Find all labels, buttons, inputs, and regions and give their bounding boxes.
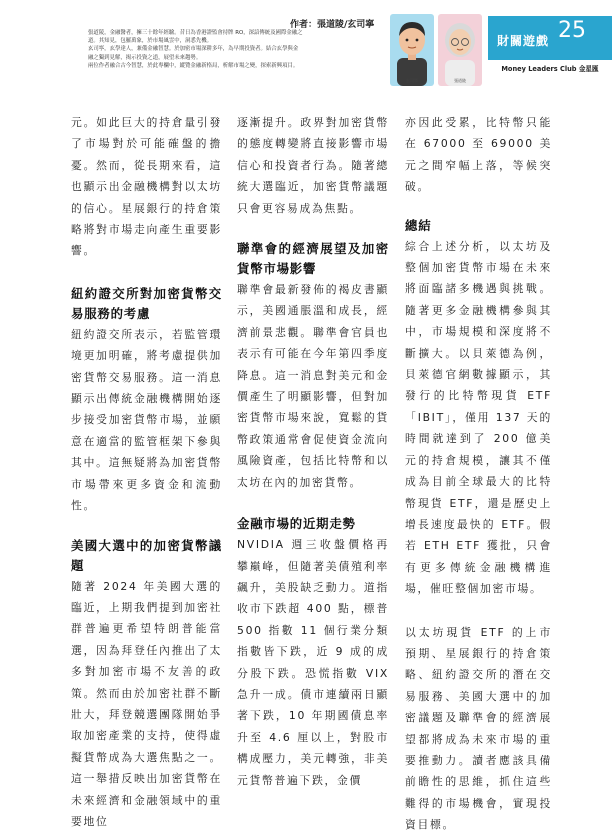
paragraph: 以太坊現貨 ETF 的上市預期、星展銀行的持倉策略、紐約證交所的潛在交易服務、美國大選中的加密議題及聯準會的經濟展望都將成為未來市場的重要推動力。讀者應該具備前瞻性的思維，抓住這些難得的市場機會，實現投資目標。 <box>405 625 552 832</box>
avatar <box>438 14 482 86</box>
paragraph: 紐約證交所表示，若監管環境更加明確，將考慮提供加密貨幣交易服務。這一消息顯示出傳統金融機構開始逐步接受加密貨幣市場，並願意在適當的監管框架下參與其中。這無疑將為加密貨幣市場帶來更多資金和流動性。 <box>71 327 222 513</box>
bio-line: 玄司寧，玄學達人，兼備金融智慧。於加密市場深耕多年，為早期投資者。結合玄學與金 <box>88 46 299 53</box>
author-bios <box>88 29 388 70</box>
section-title: 財關遊戲 <box>497 34 550 48</box>
paragraph: 逐漸提升。政界對加密貨幣的態度轉變將直接影響市場信心和投資者行為。隨著總統大選臨近，加密貨幣議題只會更容易成為焦點。 <box>237 116 389 215</box>
article-column-2 <box>237 112 389 791</box>
avatar-man-icon <box>390 14 434 86</box>
paragraph: 隨著 2024 年美國大選的臨近，上期我們提到加密社群普遍更希望特朗普能當選，因為拜登任內推出了太多對加密市場不友善的政策。然而由於加密社群不斷壯大，拜登競選團隊開始爭取加密產業的支持，使得虛擬貨幣成為大選焦點之一。這一舉措反映出加密貨幣在未來經濟和金融領域中的重要地位 <box>71 579 222 828</box>
author-avatars <box>388 14 488 86</box>
avatar-caption: 張道陵 <box>454 78 466 83</box>
section-heading: 美國大選中的加密貨幣議題 <box>71 537 222 573</box>
avatar-woman-icon <box>438 14 482 86</box>
paragraph: 亦因此受累，比特幣只能在 67000 至 69000 美元之間窄幅上落，等候突破。 <box>405 116 552 194</box>
brand-name: Money Leaders Club 金星匯 <box>501 65 599 73</box>
bio-line: 融之獨到見解，揭示投資之道，展望未來趨勢。 <box>88 54 202 61</box>
paragraph: 聯準會最新發佈的褐皮書顯示，美國通脹溫和成長，經濟前景悲觀。聯準會官員也表示有可能在今年第四季度降息。這一消息對美元和金價產生了明顯影響，但對加密貨幣市場來說，寬鬆的貨幣政策通常會促使資金流向風險資產，包括比特幣和以太坊在內的加密貨幣。 <box>237 283 389 489</box>
article-column-1 <box>71 112 222 832</box>
section-heading: 紐約證交所對加密貨幣交易服務的考慮 <box>71 285 222 321</box>
paragraph: 綜合上述分析，以太坊及整個加密貨幣市場在未來將面臨諸多機遇與挑戰。隨著更多金融機構參與其中，市場規模和深度將不斷擴大。以貝萊德為例，貝萊德官網數據顯示，其發行的比特幣現貨 ETF「IBIT」，僅用 137 天的時間就達到了 200 億美元的持倉規模，讓其不僅成為目前全球最大的比特幣現貨 ETF，還是歷史上增長速度最快的 ETF。假若 ETH ETF 獲批，只會有更多傳統金融機構進場，催旺整個加密市場。 <box>405 239 552 596</box>
section-heading: 金融市場的近期走勢 <box>237 516 356 532</box>
bio-line: 道。其知見，包羅萬象，於市場風雲中，洞悉先機。 <box>88 38 212 45</box>
section-heading: 聯準會的經濟展望及加密貨幣市場影響 <box>237 241 389 277</box>
page-number: 25 <box>558 18 586 43</box>
bio-line: 兩位作者融合古今智慧，於此專欄中，縱覽金融新格局，析解市場之變，探索新興項目。 <box>88 62 299 69</box>
section-heading: 總結 <box>405 217 432 233</box>
paragraph: 元。如此巨大的持倉量引發了市場對於可能確盤的擔憂。然而，從長期來看，這也顯示出金融機構對以太坊的信心。星展銀行的持倉策略將對市場走向產生重要影響。 <box>71 116 222 258</box>
avatar <box>390 14 434 86</box>
avatar-caption: 玄司寧 <box>406 78 418 83</box>
author-line: 作者：張道陵/玄司寧 <box>290 20 375 30</box>
section-banner <box>488 16 612 60</box>
article-column-3 <box>405 112 552 836</box>
bio-line: 張道陵，金融醫者，擁三十餘年經驗。昔日為香港證監會持牌 RO，深諳傳統及國際金融之 <box>88 30 303 36</box>
paragraph: NVIDIA 週三收盤價格再攀巔峰，但隨著美債殖利率飆升，美股缺乏動力。道指收市下跌超 400 點，標普 500 指數 11 個行業分類指數皆下跌，近 9 成的成分股下跌。恐慌指數 VIX 急升一成。債市連續兩日顯著下跌，10 年期國債息率升至 4.6 厘以上，對股市構成壓力，美元轉強，非美元貨幣普遍下跌，金價 <box>237 538 389 787</box>
page-header <box>0 0 612 92</box>
